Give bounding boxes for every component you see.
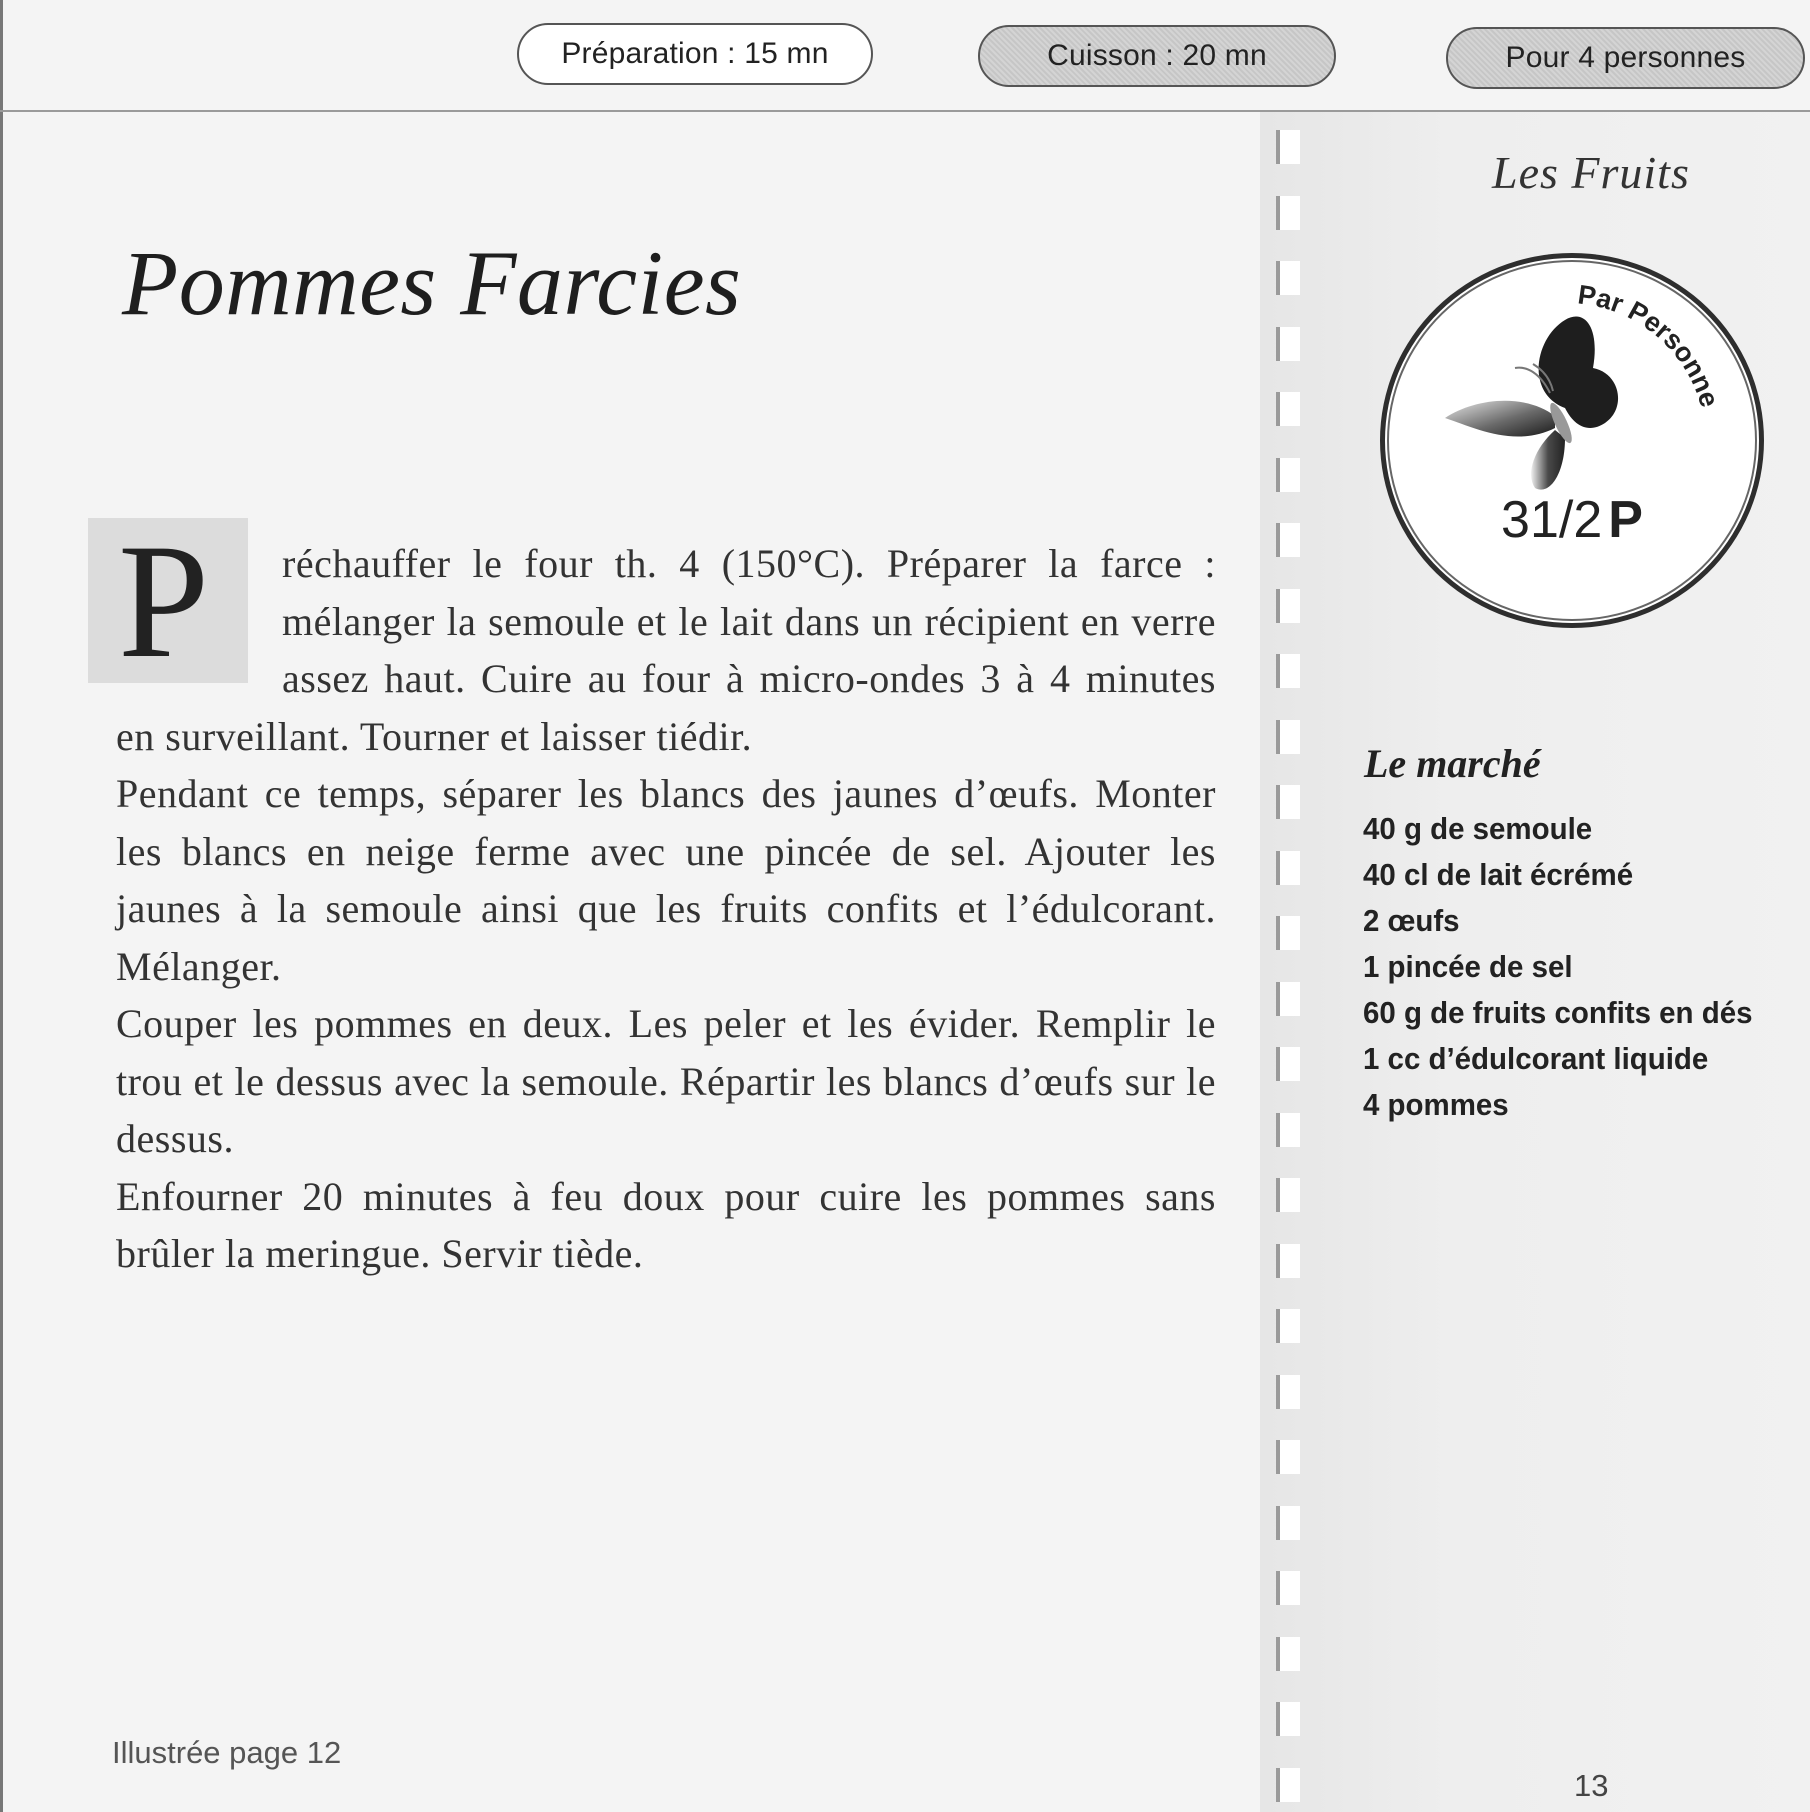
binding-hole xyxy=(1276,261,1300,295)
instruction-paragraph: Enfourner 20 minutes à feu doux pour cuire les pommes sans brûler la meringue. Servir tiède. xyxy=(116,1173,1216,1276)
binding-hole xyxy=(1276,1244,1300,1278)
binding-hole xyxy=(1276,1047,1300,1081)
binding-hole xyxy=(1276,1178,1300,1212)
binding-hole xyxy=(1276,1506,1300,1540)
binding-hole xyxy=(1276,982,1300,1016)
spiral-binding xyxy=(1272,120,1312,1812)
drop-cap xyxy=(88,511,248,692)
points-unit: P xyxy=(1608,491,1643,549)
ingredient-item: 4 pommes xyxy=(1363,1087,1509,1122)
recipe-title: Pommes Farcies xyxy=(122,232,742,334)
recipe-instructions xyxy=(116,511,1216,1283)
badge-label: Par Personne xyxy=(1576,279,1725,411)
binding-hole xyxy=(1276,1571,1300,1605)
binding-hole xyxy=(1276,130,1300,164)
binding-hole xyxy=(1276,720,1300,754)
points-badge xyxy=(1380,253,1764,628)
servings-badge xyxy=(1446,27,1805,89)
binding-hole xyxy=(1276,327,1300,361)
binding-hole xyxy=(1276,1309,1300,1343)
ingredients-title: Le marché xyxy=(1364,741,1541,786)
drop-cap-letter: P xyxy=(118,511,210,692)
cooking-time-label: Cuisson : 20 mn xyxy=(1047,39,1267,72)
binding-hole xyxy=(1276,785,1300,819)
preparation-time-label: Préparation : 15 mn xyxy=(561,37,829,70)
binding-hole xyxy=(1276,1637,1300,1671)
points-number: 31/2 xyxy=(1501,491,1603,549)
binding-hole xyxy=(1276,196,1300,230)
binding-hole xyxy=(1276,1768,1300,1802)
binding-hole xyxy=(1276,458,1300,492)
cooking-time-badge xyxy=(978,25,1336,87)
servings-label: Pour 4 personnes xyxy=(1505,41,1746,74)
ingredient-item: 1 cc d’édulcorant liquide xyxy=(1363,1041,1709,1076)
illustration-reference: Illustrée page 12 xyxy=(112,1735,342,1770)
page-number: 13 xyxy=(1574,1768,1609,1803)
points-value xyxy=(1385,490,1759,550)
instruction-paragraph: réchauffer le four th. 4 (150°C). Préparer la farce : mélanger la semoule et le lait dans un récipient en verre assez haut. Cuire au four à micro-ondes 3 à 4 minutes en surveillant. Tourner et laisser tiédir. xyxy=(116,541,1216,759)
preparation-time-badge xyxy=(517,23,873,85)
binding-hole xyxy=(1276,1702,1300,1736)
binding-hole xyxy=(1276,1113,1300,1147)
ingredient-item: 1 pincée de sel xyxy=(1363,949,1573,984)
ingredient-item: 40 g de semoule xyxy=(1363,811,1593,846)
binding-hole xyxy=(1276,1440,1300,1474)
ingredient-item: 60 g de fruits confits en dés xyxy=(1363,995,1753,1030)
binding-hole xyxy=(1276,589,1300,623)
binding-hole xyxy=(1276,392,1300,426)
ingredients-list xyxy=(1363,806,1773,1128)
binding-hole xyxy=(1276,523,1300,557)
instruction-paragraph: Couper les pommes en deux. Les peler et les évider. Remplir le trou et le dessus avec la semoule. Répartir les blancs d’œufs sur le dessus. xyxy=(116,1001,1216,1161)
butterfly-icon xyxy=(1415,298,1645,508)
binding-hole xyxy=(1276,916,1300,950)
binding-hole xyxy=(1276,1375,1300,1409)
binding-hole xyxy=(1276,851,1300,885)
instruction-paragraph: Pendant ce temps, séparer les blancs des jaunes d’œufs. Monter les blancs en neige ferme avec une pincée de sel. Ajouter les jaunes à la semoule ainsi que les fruits confits et l’édulcorant. Mélanger. xyxy=(116,771,1216,989)
binding-hole xyxy=(1276,654,1300,688)
ingredient-item: 2 œufs xyxy=(1363,903,1460,938)
category-heading: Les Fruits xyxy=(1492,147,1690,198)
ingredient-item: 40 cl de lait écrémé xyxy=(1363,857,1634,892)
page-edge xyxy=(0,0,3,1812)
